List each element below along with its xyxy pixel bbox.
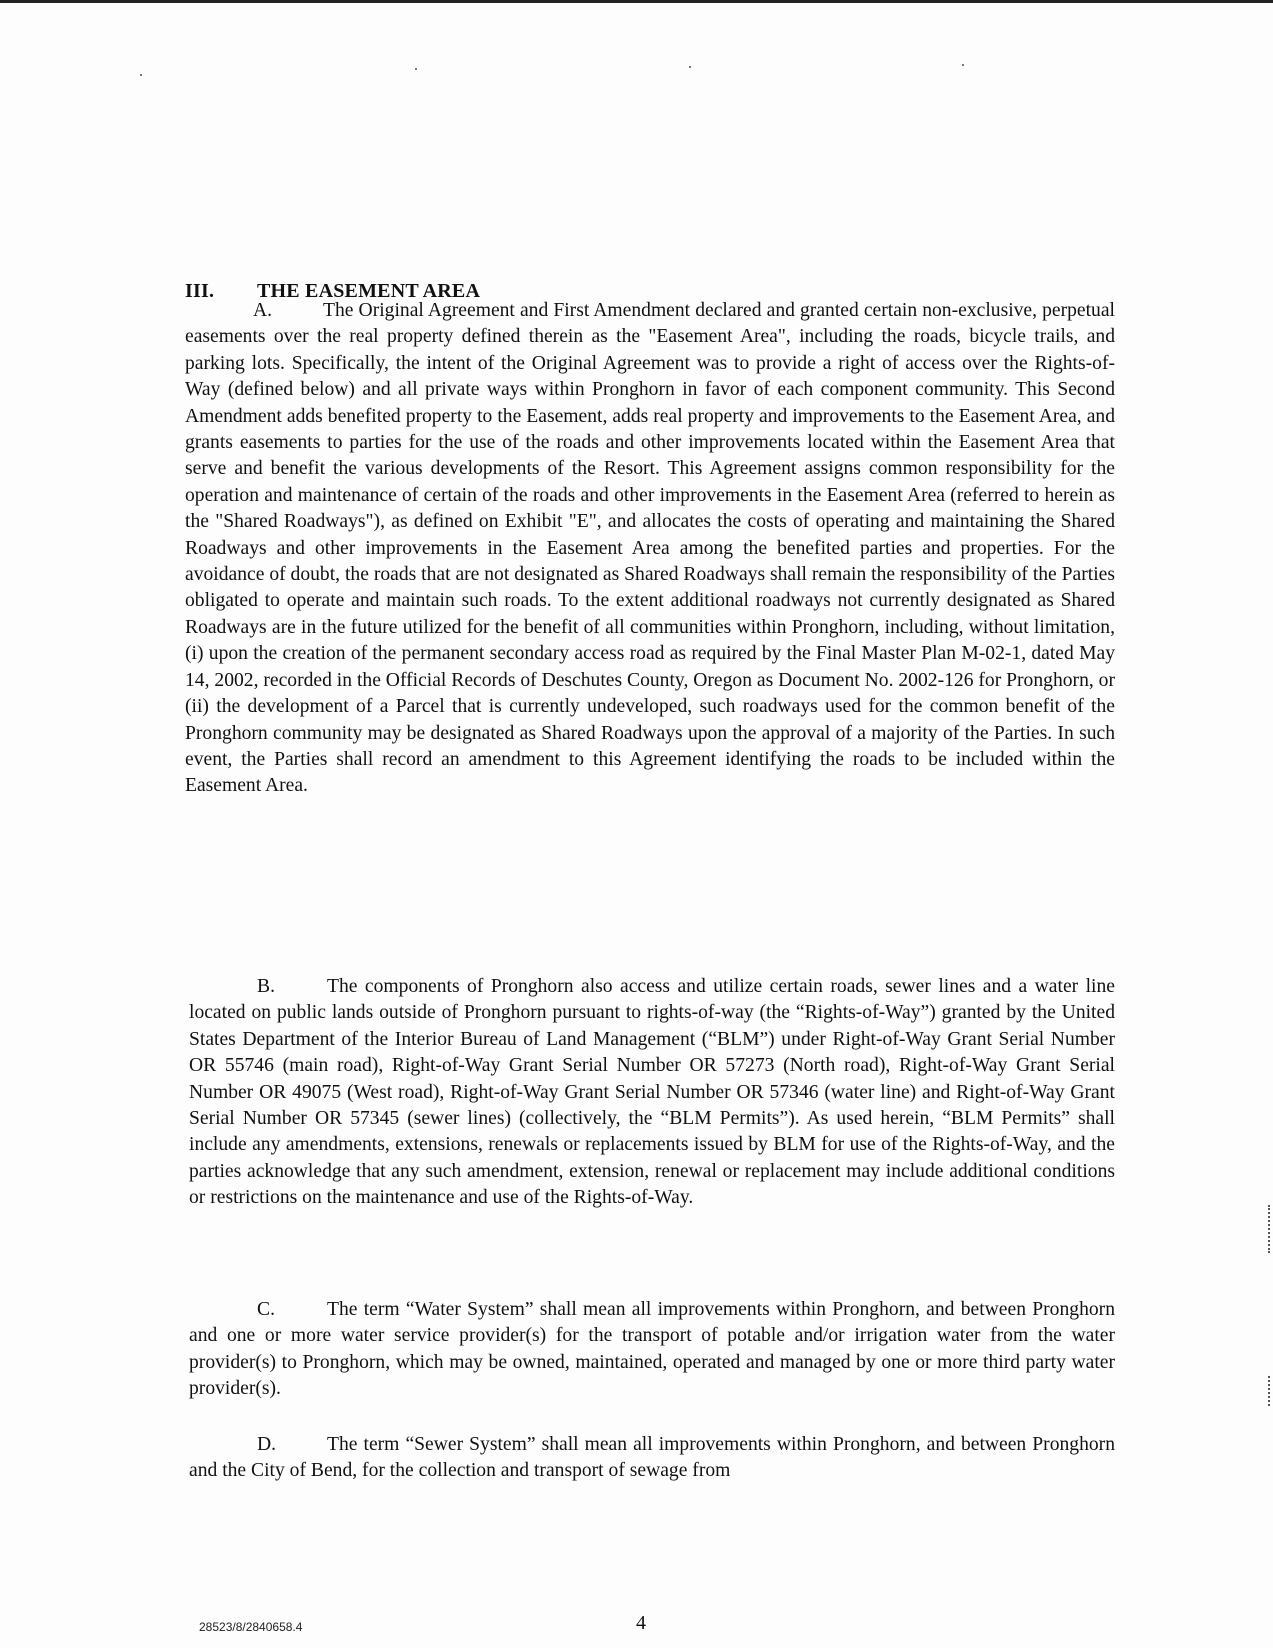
paragraph-letter: D. <box>257 1434 277 1455</box>
section-title: THE EASEMENT AREA <box>257 280 481 302</box>
scan-speck <box>689 66 691 68</box>
page-number: 4 <box>636 1612 646 1634</box>
scan-margin-marks <box>1268 1376 1272 1406</box>
scan-speck <box>415 68 417 70</box>
paragraph-text: The term “Sewer System” shall mean all improvements within Pronghorn, and between Pronghorn and the City of Bend, for the collection and transport of sewage from <box>189 1434 1115 1482</box>
scan-margin-marks <box>1268 1205 1272 1253</box>
paragraph-text: The components of Pronghorn also access and utilize certain roads, sewer lines and a water line located on public lands outside of Pronghorn pursuant to rights-of-way (the “Rights-of-Way”) granted by the United States Department of the Interior Bureau of Land Management (“BLM”) under Right-of-Way Grant Serial Number OR 55746 (main road), Right-of-Way Grant Serial Number OR 57273 (North road), Right-of-Way Grant Serial Number OR 49075 (West road), Right-of-Way Grant Serial Number OR 57346 (water line) and Right-of-Way Grant Serial Number OR 57345 (sewer lines) (collectively, the “BLM Permits”). As used herein, “BLM Permits” shall include any amendments, extensions, renewals or replacements issued by BLM for use of the Rights-of-Way, and the parties acknowledge that any such amendment, extension, renewal or replacement may include additional conditions or restrictions on the maintenance and use of the Rights-of-Way. <box>189 976 1115 1209</box>
paragraph-letter: B. <box>257 976 275 997</box>
scan-top-edge <box>0 0 1273 3</box>
paragraph-letter: A. <box>253 300 273 321</box>
footer-document-id: 28523/8/2840658.4 <box>199 1620 303 1634</box>
paragraph-d <box>189 1432 1115 1485</box>
scan-speck <box>140 74 142 76</box>
paragraph-text: The term “Water System” shall mean all improvements within Pronghorn, and between Pronghorn and one or more water service provider(s) for the transport of potable and/or irrigation water from the water provider(s) to Pronghorn, which may be owned, maintained, operated and managed by one or more third party water provider(s). <box>189 1299 1115 1400</box>
scan-speck <box>962 64 964 66</box>
paragraph-a <box>185 298 1115 800</box>
paragraph-b <box>189 974 1115 1212</box>
paragraph-letter: C. <box>257 1299 275 1320</box>
paragraph-text: The Original Agreement and First Amendment declared and granted certain non-exclusive, perpetual easements over the real property defined therein as the "Easement Area", including the roads, bicycle trails, and parking lots. Specifically, the intent of the Original Agreement was to provide a right of access over the Rights-of-Way (defined below) and all private ways within Pronghorn in favor of each component community. This Second Amendment adds benefited property to the Easement, adds real property and improvements to the Easement Area, and grants easements to parties for the use of the roads and other improvements located within the Easement Area that serve and benefit the various developments of the Resort. This Agreement assigns common responsibility for the operation and maintenance of certain of the roads and other improvements in the Easement Area (referred to herein as the "Shared Roadways"), as defined on Exhibit "E", and allocates the costs of operating and maintaining the Shared Roadways and other improvements in the Easement Area among the benefited parties and properties. For the avoidance of doubt, the roads that are not designated as Shared Roadways shall remain the responsibility of the Parties obligated to operate and maintain such roads. To the extent additional roadways not currently designated as Shared Roadways are in the future utilized for the benefit of all communities within Pronghorn, including, without limitation, (i) upon the creation of the permanent secondary access road as required by the Final Master Plan M-02-1, dated May 14, 2002, recorded in the Official Records of Deschutes County, Oregon as Document No. 2002-126 for Pronghorn, or (ii) the development of a Parcel that is currently undeveloped, such roadways used for the common benefit of the Pronghorn community may be designated as Shared Roadways upon the approval of a majority of the Parties. In such event, the Parties shall record an amendment to this Agreement identifying the roads to be included within the Easement Area. <box>185 300 1115 797</box>
paragraph-c <box>189 1297 1115 1403</box>
section-number: III. <box>185 280 215 302</box>
